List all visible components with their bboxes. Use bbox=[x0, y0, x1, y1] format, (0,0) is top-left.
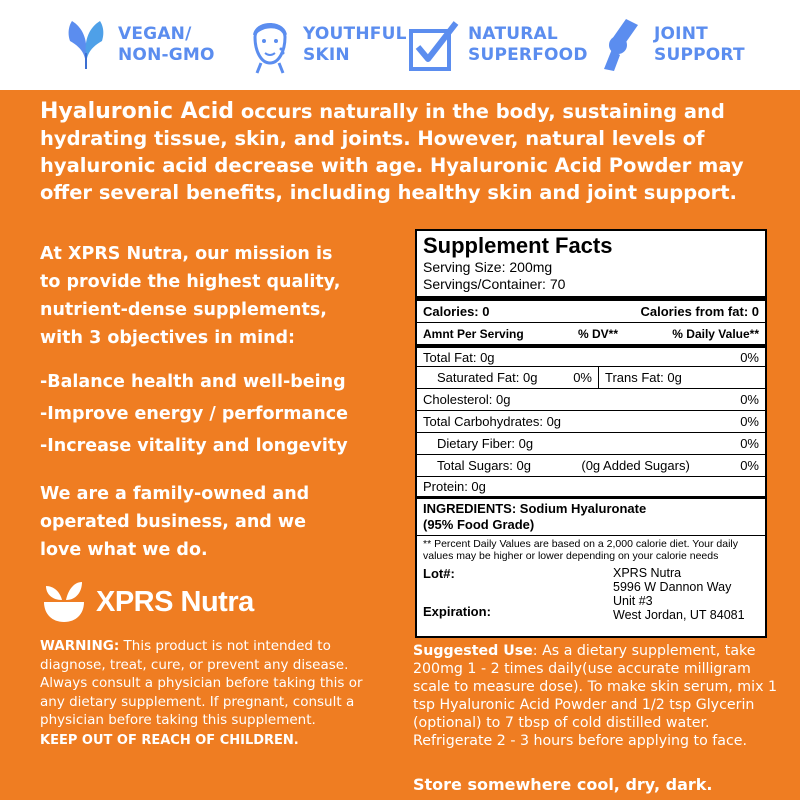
address-line: 5996 W Dannon Way bbox=[613, 580, 732, 594]
logo-text: XPRS Nutra bbox=[96, 585, 254, 618]
badge-line2: SUPERFOOD bbox=[468, 45, 588, 65]
family-statement bbox=[40, 480, 400, 564]
badge-youthful bbox=[245, 0, 407, 90]
supplement-facts-panel bbox=[415, 229, 767, 638]
badge-natural bbox=[408, 0, 588, 90]
mission-line: to provide the highest quality, bbox=[40, 272, 341, 292]
mission-line: nutrient-dense supplements, bbox=[40, 300, 327, 320]
dv-header: % DV** bbox=[577, 326, 618, 341]
badge-joint bbox=[598, 0, 745, 90]
facts-title: Supplement Facts bbox=[423, 233, 613, 258]
mission-statement bbox=[40, 240, 400, 352]
amount-header: Amnt Per Serving bbox=[423, 326, 524, 341]
cholesterol-pct: 0% bbox=[740, 392, 759, 407]
warning-text bbox=[40, 637, 380, 750]
address-line: XPRS Nutra bbox=[613, 566, 682, 580]
ingredients-line: (95% Food Grade) bbox=[423, 517, 535, 532]
ingredients-line: INGREDIENTS: Sodium Hyaluronate bbox=[423, 501, 647, 516]
suggested-use-label: Suggested Use bbox=[413, 643, 533, 659]
warning-label: WARNING: bbox=[40, 638, 120, 654]
cholesterol-row bbox=[417, 389, 765, 411]
serving-size: Serving Size: 200mg bbox=[423, 259, 553, 275]
header-row bbox=[417, 323, 765, 345]
saturated-fat-cell bbox=[417, 367, 599, 388]
family-line: love what we do. bbox=[40, 540, 208, 560]
total-fat: Total Fat: 0g bbox=[423, 349, 495, 365]
badge-line2: SUPPORT bbox=[654, 45, 745, 65]
leaf-icon bbox=[62, 17, 110, 73]
fat-detail-row bbox=[417, 367, 765, 389]
servings-per-container: Servings/Container: 70 bbox=[423, 276, 566, 292]
family-line: We are a family-owned and bbox=[40, 484, 310, 504]
calories: Calories: 0 bbox=[423, 304, 490, 319]
ingredients-block bbox=[417, 499, 765, 536]
protein-row bbox=[417, 477, 765, 499]
cholesterol: Cholesterol: 0g bbox=[423, 392, 511, 407]
bowl-logo-icon bbox=[40, 580, 88, 624]
trans-fat-cell bbox=[599, 367, 688, 388]
total-fat-pct: 0% bbox=[740, 349, 759, 365]
objective-item: -Increase vitality and longevity bbox=[40, 436, 348, 456]
sugars-pct: 0% bbox=[740, 458, 759, 473]
suggested-use-text: : As a dietary supplement, take 200mg 1 - 2 times daily(use accurate milligram scale to measure dose). To make skin serum, mix 1 tsp Hyaluronic Acid Powder and 1/2 tsp Glycerin (optional) to 7 tbsp of cold distilled water. Refrigerate 2 - 3 hours before applying to face. bbox=[413, 643, 778, 749]
brand-logo bbox=[40, 580, 254, 624]
objective-item: -Balance health and well-being bbox=[40, 372, 346, 392]
manufacturer-address bbox=[613, 566, 745, 622]
expiration-label: Expiration: bbox=[423, 604, 491, 619]
address-line: Unit #3 bbox=[613, 594, 653, 608]
total-sugars: Total Sugars: 0g bbox=[437, 458, 531, 473]
badge-line1: YOUTHFUL bbox=[303, 24, 407, 44]
daily-value-header: % Daily Value** bbox=[672, 326, 759, 341]
trans-fat: Trans Fat: 0g bbox=[605, 370, 682, 385]
calories-row bbox=[417, 301, 765, 323]
address-line: West Jordan, UT 84081 bbox=[613, 608, 745, 622]
sugars-row bbox=[417, 455, 765, 477]
calories-from-fat: Calories from fat: 0 bbox=[640, 304, 759, 319]
dietary-fiber: Dietary Fiber: 0g bbox=[437, 436, 534, 451]
badge-line2: NON-GMO bbox=[118, 45, 215, 65]
face-icon bbox=[245, 15, 295, 75]
benefit-badges-band bbox=[0, 0, 800, 90]
mission-line: with 3 objectives in mind: bbox=[40, 328, 296, 348]
total-carbs-pct: 0% bbox=[740, 414, 759, 429]
warning-body: This product is not intended to diagnose, treat, cure, or prevent any disease. Always consult a physician before taking this or any dietary supplement. If pregnant, consult a physician before taking this supplement. bbox=[40, 638, 363, 728]
intro-lead: Hyaluronic Acid bbox=[40, 99, 235, 124]
badge-line1: VEGAN/ bbox=[118, 24, 192, 44]
objective-item: -Improve energy / performance bbox=[40, 404, 348, 424]
intro-body: occurs naturally in the body, sustaining and hydrating tissue, skin, and joints. However, natural levels of hyaluronic acid decrease with age. Hyaluronic Acid Powder may offer several benefits, including healthy skin and joint support. bbox=[40, 100, 744, 204]
badge-line1: NATURAL bbox=[468, 24, 558, 44]
mission-line: At XPRS Nutra, our mission is bbox=[40, 244, 333, 264]
lot-label: Lot#: bbox=[423, 566, 455, 581]
intro-paragraph bbox=[40, 98, 780, 206]
added-sugars: (0g Added Sugars) bbox=[581, 458, 690, 473]
total-carbs-row bbox=[417, 411, 765, 433]
dietary-fiber-pct: 0% bbox=[740, 436, 759, 451]
fiber-row bbox=[417, 433, 765, 455]
joint-icon bbox=[598, 15, 646, 75]
lot-expiration-block bbox=[417, 564, 765, 624]
protein: Protein: 0g bbox=[423, 479, 486, 494]
badge-line1: JOINT bbox=[654, 24, 708, 44]
saturated-fat: Saturated Fat: 0g bbox=[437, 370, 538, 385]
saturated-fat-pct: 0% bbox=[573, 370, 592, 385]
keep-out-notice: KEEP OUT OF REACH OF CHILDREN. bbox=[40, 732, 299, 748]
total-carbs: Total Carbohydrates: 0g bbox=[423, 414, 562, 429]
suggested-use bbox=[413, 642, 783, 750]
family-line: operated business, and we bbox=[40, 512, 306, 532]
checkbox-icon bbox=[408, 17, 460, 73]
badge-line2: SKIN bbox=[303, 45, 350, 65]
daily-value-footnote: ** Percent Daily Values are based on a 2,000 calorie diet. Your daily values may be higher or lower depending on your calorie needs bbox=[423, 538, 739, 562]
storage-instructions: Store somewhere cool, dry, dark. bbox=[413, 775, 713, 794]
total-fat-row bbox=[417, 345, 765, 367]
objectives-list bbox=[40, 366, 410, 462]
badge-vegan bbox=[62, 0, 215, 90]
